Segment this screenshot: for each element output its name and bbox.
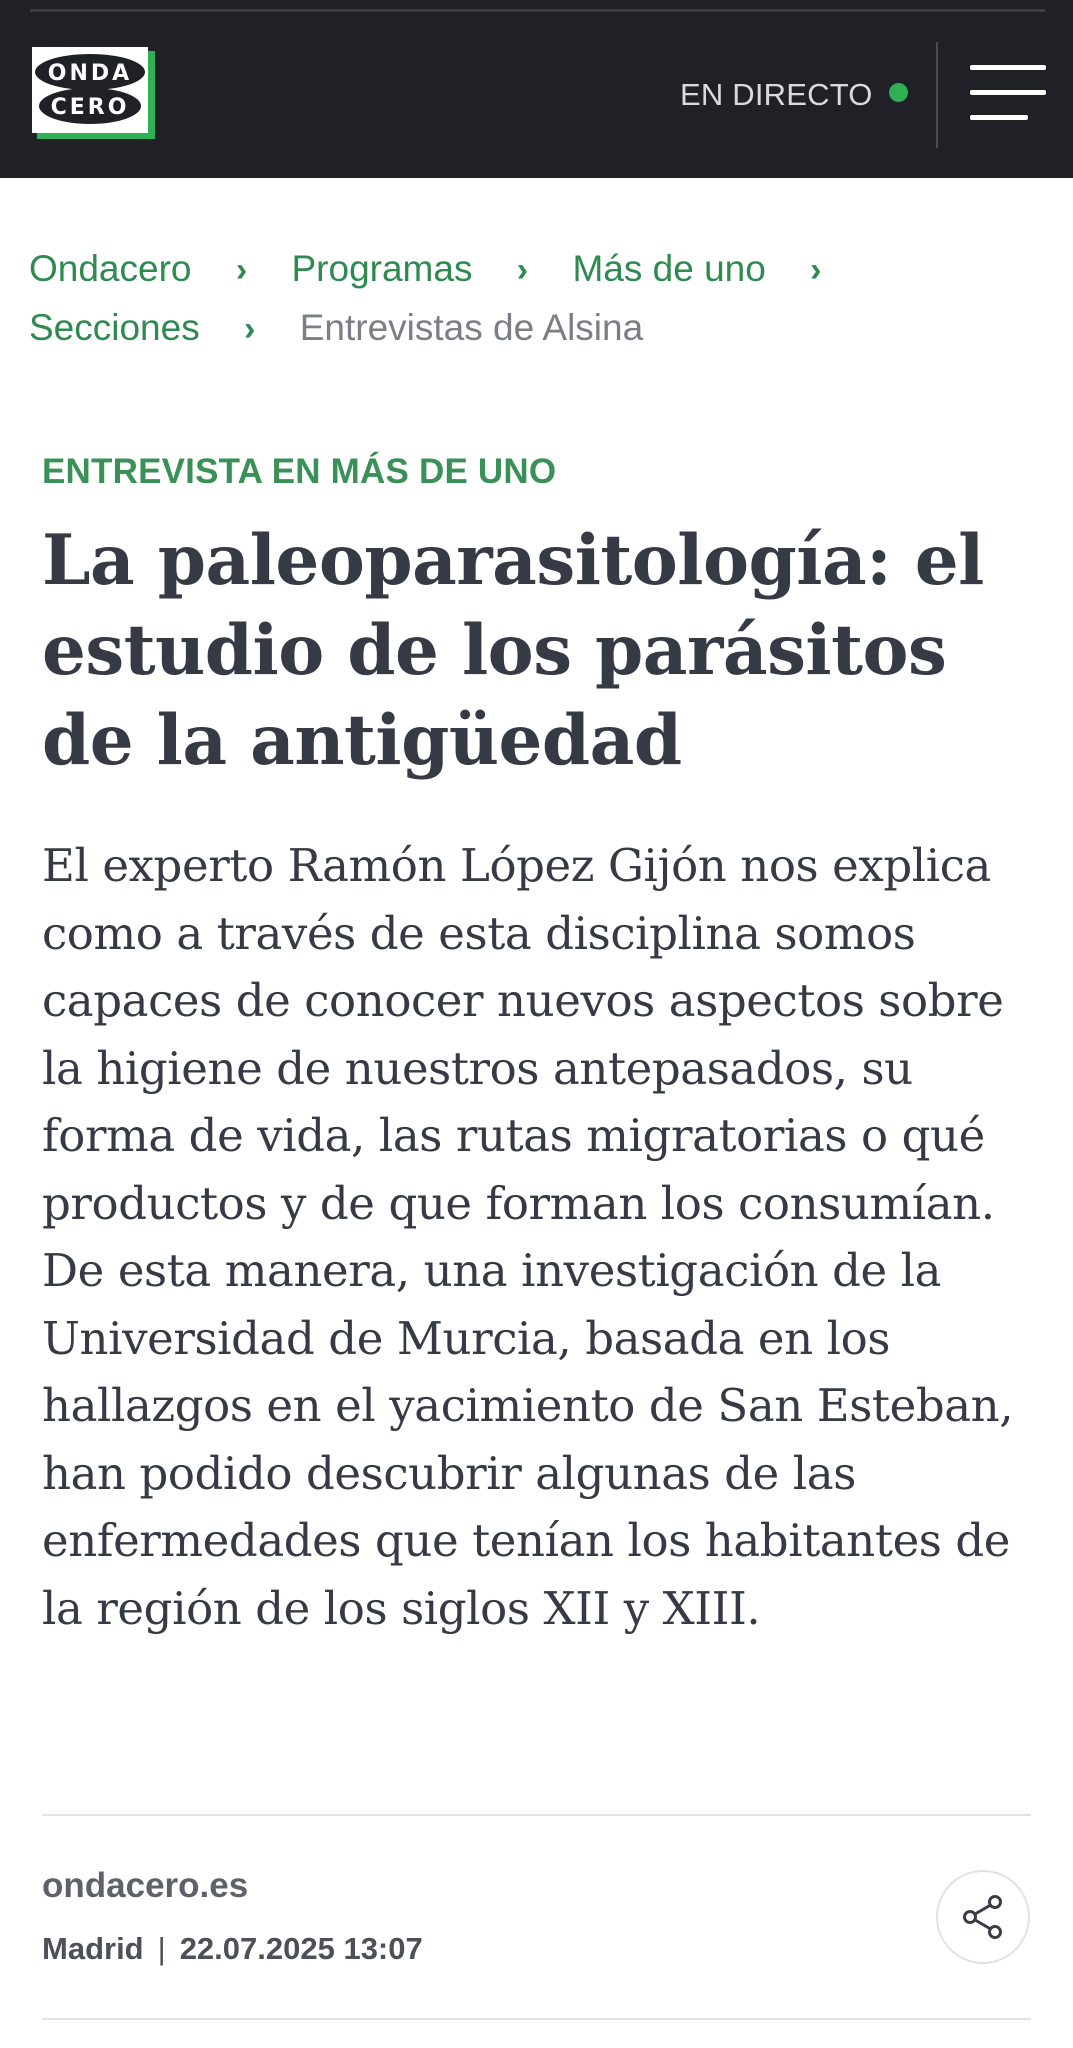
logo-text-bottom: CERO [50, 95, 130, 120]
chevron-right-icon: › [244, 310, 256, 348]
chevron-right-icon: › [516, 251, 529, 289]
meta-separator: | [157, 1931, 166, 1966]
breadcrumb [29, 240, 1044, 358]
site-header [0, 0, 1073, 178]
article-source: ondacero.es [42, 1866, 249, 1905]
article-datetime: 22.07.2025 13:07 [179, 1931, 423, 1966]
share-icon [958, 1892, 1008, 1942]
breadcrumb-item-secciones[interactable]: Secciones [29, 307, 200, 348]
divider [42, 1814, 1031, 1816]
ondacero-logo[interactable] [30, 45, 158, 141]
breadcrumb-item-current: Entrevistas de Alsina [299, 307, 644, 348]
breadcrumb-item-ondacero[interactable]: Ondacero [29, 248, 192, 289]
share-button[interactable] [936, 1870, 1030, 1964]
article-location: Madrid [42, 1931, 144, 1966]
breadcrumb-item-mas-de-uno[interactable]: Más de uno [572, 248, 766, 289]
header-top-line [30, 9, 1045, 12]
divider [42, 2018, 1031, 2020]
chevron-right-icon: › [235, 251, 248, 289]
article-meta [42, 1931, 423, 1967]
article-lead: El experto Ramón López Gijón nos explica como a través de esta disciplina somos capaces de conocer nuevos aspectos sobre la higiene de nuestros antepasados, su forma de vida, las rutas migratorias o qué productos y de que forman los consumían. De esta manera, una investigación de la Universidad de Murcia, basada en los hallazgos en el yacimiento de San Esteban, han podido descubrir algunas de las enfermedades que tenían los habitantes de la región de los siglos XII y XIII. [42, 839, 1014, 1635]
live-link[interactable] [680, 72, 908, 118]
breadcrumb-item-programas[interactable]: Programas [291, 248, 473, 289]
live-label: EN DIRECTO [680, 77, 873, 112]
header-divider [936, 42, 938, 148]
chevron-right-icon: › [810, 251, 822, 289]
article-headline: La paleoparasitología: el estudio de los parásitos de la antigüedad [42, 520, 984, 781]
article-kicker: ENTREVISTA EN MÁS DE UNO [42, 452, 557, 491]
live-indicator-icon [889, 83, 908, 102]
hamburger-icon[interactable] [970, 62, 1046, 124]
logo-text-top: ONDA [47, 61, 133, 86]
